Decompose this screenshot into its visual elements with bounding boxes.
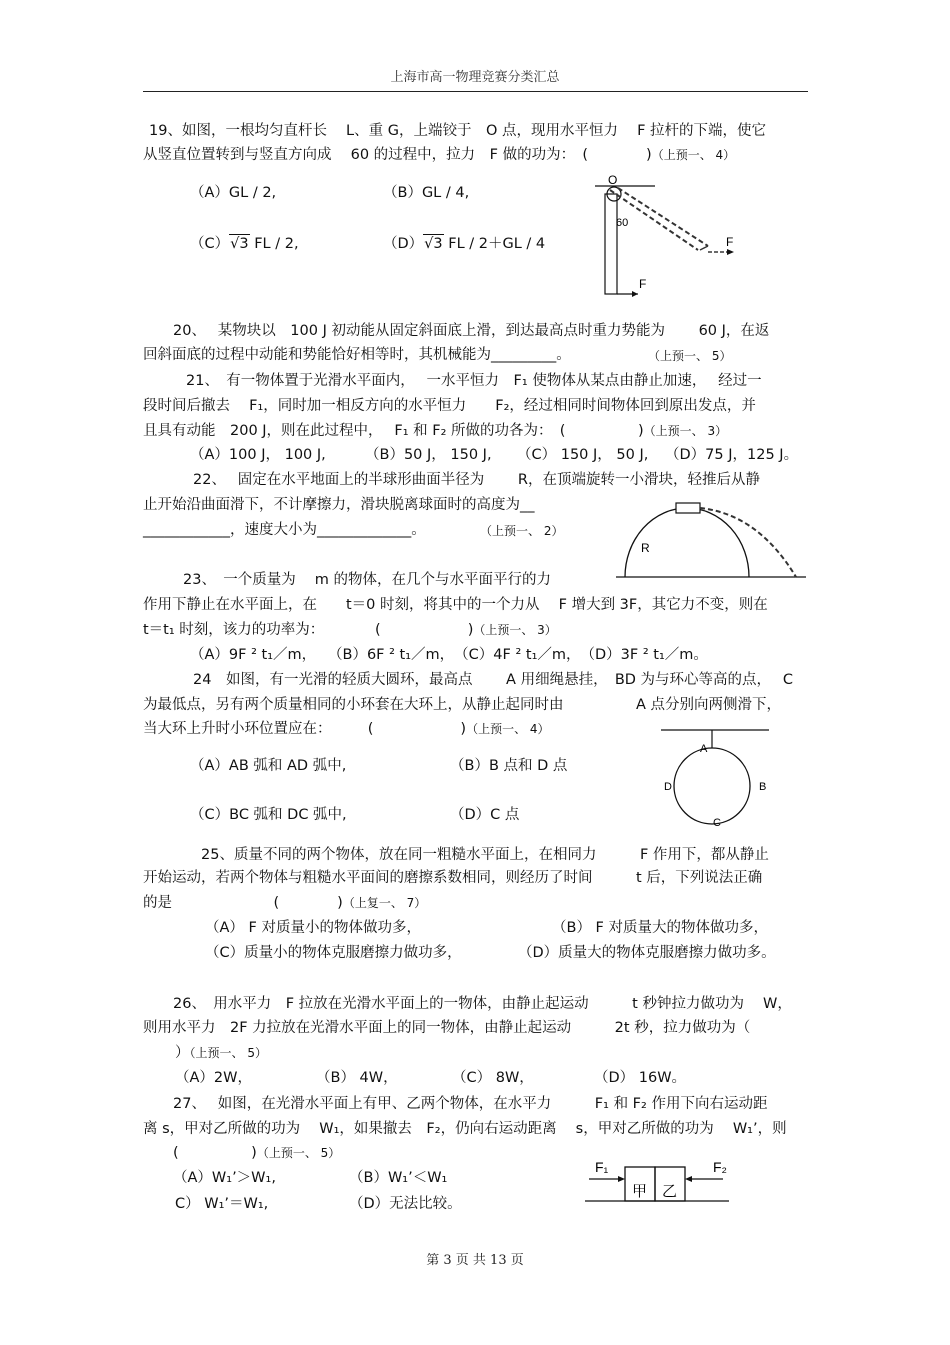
point-d-label: D (664, 781, 672, 793)
q25-option-a: （A） F 对质量小的物体做功多， (205, 920, 421, 936)
point-c-label: C (713, 817, 721, 829)
sqrt3: √3 (230, 236, 249, 252)
q21-line1: 21、 有一物体置于光滑水平面内， 一水平恒力 F₁ 使物体从某点由静止加速， 经过一 (186, 373, 762, 389)
q25-line1: 25、质量不同的两个物体，放在同一粗糙水平面上，在相同力 F 作用下，都从静止 (201, 847, 769, 863)
q27-option-c: C） W₁’＝W₁, (175, 1196, 269, 1212)
q20-line1: 20、 某物块以 100 J 初动能从固定斜面底上滑，到达最高点时重力势能为 60 J，在返 (173, 323, 770, 339)
q26-source: （上预一、 5） (189, 1046, 267, 1060)
q21-option-b: （B）50 J， 150 J, (365, 447, 492, 463)
q19-option-b: （B）GL / 4, (383, 185, 470, 201)
q24-line3: 当大环上升时小环位置应在： ( )（上预一、 4） (143, 721, 550, 737)
q19-option-c: （C）√3 FL / 2, (190, 236, 299, 252)
q20-line2: 回斜面底的过程中动能和势能恰好相等时，其机械能为_________。 (143, 347, 571, 363)
q23-line2: 作用下静止在水平面上，在 t＝0 时刻，将其中的一个力从 F 增大到 3F，其它力不变，则在 (143, 597, 768, 613)
q21-source: （上预一、 3） (643, 424, 728, 438)
q23-line3: t＝t₁ 时刻，该力的功率为： ( )（上预一、 3） (143, 622, 557, 638)
page-header: 上海市高一物理竞赛分类汇总 (390, 70, 560, 85)
q27-line3: ( )（上预一、 5） (173, 1145, 341, 1161)
q24-option-b: （B）B 点和 D 点 (450, 758, 568, 774)
point-o-label: O (608, 173, 618, 187)
q27-line1: 27、 如图，在光滑水平面上有甲、乙两个物体，在水平力 F₁ 和 F₂ 作用下向右运动距 (173, 1096, 768, 1112)
q26-option-a: （A）2W， (175, 1070, 252, 1086)
q21-option-c: （C） 150 J， 50 J, (517, 447, 649, 463)
q21-line3: 且具有动能 200 J，则在此过程中， F₁ 和 F₂ 所做的功各为： ( )（上预一、 3） (143, 423, 728, 439)
q23-options: （A）9F ² t₁／m， （B）6F ² t₁／m， （C）4F ² t₁／m， （D）3F ² t₁／m。 (190, 647, 708, 663)
q24-ring-figure (655, 722, 775, 837)
sqrt3: √3 (424, 236, 443, 252)
q19-rod-figure (590, 168, 750, 303)
q25-option-d: （D）质量大的物体克服磨擦力做功多。 (518, 945, 776, 961)
q19-option-d: （D）√3 FL / 2＋GL / 4 (383, 236, 546, 252)
q22-source: （上预一、 2） (480, 524, 564, 538)
q20-source: （上预一、 5） (648, 349, 732, 363)
force-f-label: F (639, 277, 647, 291)
q23-source: （上预一、 3） (473, 623, 557, 637)
q23-line1: 23、 一个质量为 m 的物体，在几个与水平面平行的力 (183, 572, 552, 588)
q26-line2: 则用水平力 2F 力拉放在光滑水平面上的同一物体，由静止起运动 2t 秒，拉力做功为（ (143, 1020, 751, 1036)
q19-line2: 从竖直位置转到与竖直方向成 60 的过程中，拉力 F 做的功为： ( )（上预一、 4） (143, 147, 736, 163)
q25-option-c: （C）质量小的物体克服磨擦力做功多， (205, 945, 462, 961)
q21-option-a: （A）100 J， 100 J, (190, 447, 326, 463)
q27-source: （上预一、 5） (256, 1146, 341, 1160)
q26-line1: 26、 用水平力 F 拉放在光滑水平面上的一物体，由静止起运动 t 秒钟拉力做功为 W， (173, 996, 792, 1012)
block-jia-label: 甲 (632, 1183, 648, 1200)
q24-line2: 为最低点，另有两个质量相同的小环套在大环上，从静止起同时由 A 点分别向两侧滑下， (143, 697, 782, 713)
point-b-label: B (759, 781, 767, 793)
force-f1-label: F₁ (595, 1159, 609, 1175)
q26-line3: ）（上预一、 5） (175, 1045, 267, 1061)
q25-option-b: （B） F 对质量大的物体做功多， (552, 920, 769, 936)
force-f2-label: F₂ (713, 1159, 727, 1175)
q26-option-d: （D） 16W。 (594, 1070, 687, 1086)
q26-option-b: （B） 4W， (316, 1070, 398, 1086)
q19-source: （上预一、 4） (651, 148, 736, 162)
q27-blocks-figure (585, 1154, 735, 1206)
q27-option-b: （B）W₁’＜W₁ (349, 1170, 448, 1186)
point-a-label: A (700, 743, 708, 755)
q19-option-a: （A）GL / 2, (190, 185, 277, 201)
q25-line3: 的是 ( )（上复一、 7） (143, 895, 427, 911)
block-yi-label: 乙 (662, 1183, 678, 1200)
angle-label: 60 (616, 217, 629, 229)
q21-line2: 段时间后撤去 F₁，同时加一相反方向的水平恒力 F₂，经过相同时间物体回到原出发点，并 (143, 398, 756, 414)
q19-line1: 19、如图，一根均匀直杆长 L、重 G，上端铰于 O 点，现用水平恒力 F 拉杆的下端，使它 (149, 123, 767, 139)
q27-option-d: （D）无法比较。 (349, 1196, 462, 1212)
q21-option-d: （D）75 J，125 J。 (665, 447, 799, 463)
q22-line2: 止开始沿曲面滑下，不计摩擦力，滑块脱离球面时的高度为__ (143, 497, 535, 513)
q25-line2: 开始运动，若两个物体与粗糙水平面间的磨擦系数相同，则经历了时间 t 后，下列说法正确 (143, 870, 763, 886)
q24-option-d: （D）C 点 (450, 807, 520, 823)
header-rule (143, 91, 808, 92)
q22-hemisphere-figure (608, 496, 813, 586)
q25-source: （上复一、 7） (342, 896, 427, 910)
page-footer: 第 3 页 共 13 页 (426, 1253, 524, 1268)
q24-option-a: （A）AB 弧和 AD 弧中, (190, 758, 347, 774)
radius-label: R (641, 541, 650, 555)
force-f-label: F (726, 235, 734, 249)
q24-source: （上预一、 4） (466, 722, 550, 736)
q22-line1: 22、 固定在水平地面上的半球形曲面半径为 R，在顶端旋转一小滑块，轻推后从静 (193, 472, 760, 488)
q27-option-a: （A）W₁’＞W₁, (173, 1170, 276, 1186)
q24-option-c: （C）BC 弧和 DC 弧中, (190, 807, 347, 823)
q22-line3: ____________，速度大小为_____________。 (143, 522, 426, 538)
q27-line2: 离 s，甲对乙所做的功为 W₁，如果撤去 F₂，仍向右运动距离 s，甲对乙所做的功为 W₁’，则 (143, 1121, 787, 1137)
q26-option-c: （C） 8W， (452, 1070, 534, 1086)
q24-line1: 24 如图，有一光滑的轻质大圆环，最高点 A 用细绳悬挂， BD 为与环心等高的点， C (193, 672, 794, 688)
